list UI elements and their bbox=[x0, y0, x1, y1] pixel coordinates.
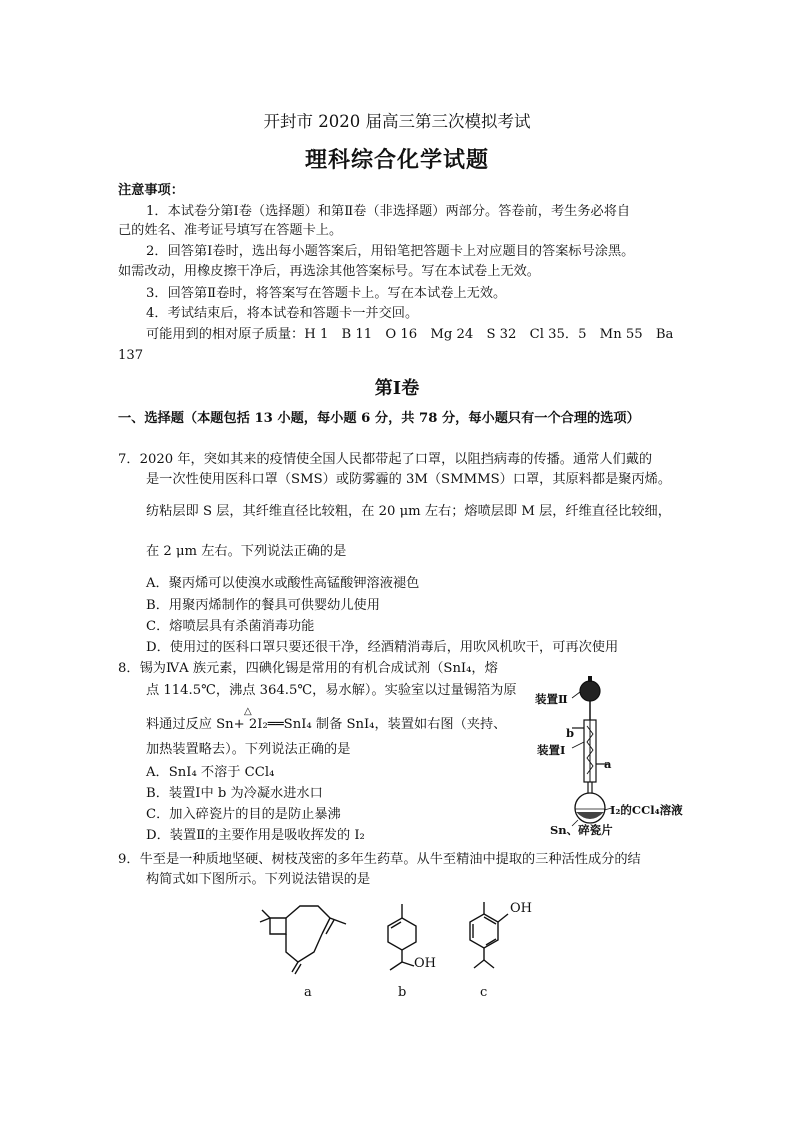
subject-title: 理科综合化学试题 bbox=[304, 147, 489, 173]
q8-line-2: 点 114.5℃，沸点 364.5℃，易水解）。实验室以过量锡箔为原 bbox=[146, 683, 517, 698]
q7-line-2: 是一次性使用医科口罩（SMS）或防雾霾的 3M（SMMMS）口罩，其原料都是聚丙烯。 bbox=[146, 472, 672, 487]
label-tin-porcelain: Sn、碎瓷片 bbox=[550, 823, 613, 837]
notice-item-2-cont: 如需改动，用橡皮擦干净后，再选涂其他答案标号。写在本试卷上无效。 bbox=[118, 264, 540, 279]
q8-option-c: C．加入碎瓷片的目的是防止暴沸 bbox=[146, 807, 341, 822]
molecule-a bbox=[270, 918, 286, 934]
notice-item-1-cont: 己的姓名、准考证号填写在答题卡上。 bbox=[118, 223, 343, 238]
mol-c-label: c bbox=[480, 985, 488, 1000]
atomic-mass-line-cont: 137 bbox=[118, 348, 144, 363]
q7-line-3: 纺粘层即 S 层，其纤维直径比较粗，在 20 μm 左右；熔喷层即 M 层，纤维直径比较细， bbox=[146, 504, 671, 519]
mol-b-oh: OH bbox=[414, 956, 436, 971]
label-device-2: 装置Ⅱ bbox=[535, 692, 568, 706]
label-a: a bbox=[604, 757, 612, 771]
q7-option-a: A．聚丙烯可以使溴水或酸性高锰酸钾溶液褪色 bbox=[146, 576, 420, 591]
q7-line-4: 在 2 μm 左右。下列说法正确的是 bbox=[146, 544, 347, 559]
notice-item-4: 4．考试结束后，将本试卷和答题卡一并交回。 bbox=[146, 306, 419, 321]
mol-a-label: a bbox=[304, 985, 312, 1000]
mol-b-label: b bbox=[398, 985, 407, 1000]
notice-item-3: 3．回答第Ⅱ卷时，将答案写在答题卡上。写在本试卷上无效。 bbox=[146, 286, 507, 301]
notice-item-1: 1．本试卷分第Ⅰ卷（选择题）和第Ⅱ卷（非选择题）两部分。答卷前，考生务必将自 bbox=[146, 204, 631, 219]
label-iodine-solution: I₂的CCl₄溶液 bbox=[610, 803, 683, 817]
heat-symbol: △ bbox=[244, 706, 252, 717]
molecule-b bbox=[388, 918, 416, 950]
notice-label: 注意事项： bbox=[118, 183, 184, 198]
mol-c-oh: OH bbox=[510, 901, 532, 916]
q8-option-b: B．装置Ⅰ中 b 为冷凝水进水口 bbox=[146, 786, 323, 801]
q7-line-1: 7．2020 年，突如其来的疫情使全国人民都带起了口罩，以阻挡病毒的传播。通常人们戴的 bbox=[118, 452, 653, 467]
q7-option-d: D．使用过的医科口罩只要还很干净，经酒精消毒后，用吹风机吹干，可再次使用 bbox=[146, 640, 619, 655]
q8-option-a: A．SnI₄ 不溶于 CCl₄ bbox=[146, 765, 275, 780]
exam-title: 开封市 2020 届高三第三次模拟考试 bbox=[263, 112, 531, 131]
q8-line-1: 8．锡为ⅣA 族元素，四碘化锡是常用的有机合成试剂（SnI₄，熔 bbox=[118, 661, 498, 676]
q8-line-3: 料通过反应 Sn+ 2I₂══SnI₄ 制备 SnI₄，装置如右图（夹持、 bbox=[146, 717, 507, 732]
molecule-c bbox=[470, 914, 498, 948]
q7-option-c: C．熔喷层具有杀菌消毒功能 bbox=[146, 619, 315, 634]
q9-line-2: 构简式如下图所示。下列说法错误的是 bbox=[146, 872, 371, 887]
q7-option-b: B．用聚丙烯制作的餐具可供婴幼儿使用 bbox=[146, 598, 380, 613]
section-heading: 一、选择题（本题包括 13 小题，每小题 6 分，共 78 分，每小题只有一个合理的选项） bbox=[118, 411, 640, 426]
atomic-mass-line: 可能用到的相对原子质量：H 1 B 11 O 16 Mg 24 S 32 Cl 35．5 Mn 55 Ba bbox=[146, 327, 674, 342]
notice-item-2: 2．回答第Ⅰ卷时，选出每小题答案后，用铅笔把答题卡上对应题目的答案标号涂黑。 bbox=[146, 244, 635, 259]
label-device-1: 装置Ⅰ bbox=[537, 743, 566, 757]
q8-option-d: D．装置Ⅱ的主要作用是吸收挥发的 I₂ bbox=[146, 828, 365, 843]
q8-line-4: 加热装置略去）。下列说法正确的是 bbox=[146, 742, 351, 757]
q9-line-1: 9．牛至是一种质地坚硬、树枝茂密的多年生药草。从牛至精油中提取的三种活性成分的结 bbox=[118, 852, 641, 867]
part1-title: 第Ⅰ卷 bbox=[374, 378, 420, 399]
label-b: b bbox=[566, 726, 575, 740]
